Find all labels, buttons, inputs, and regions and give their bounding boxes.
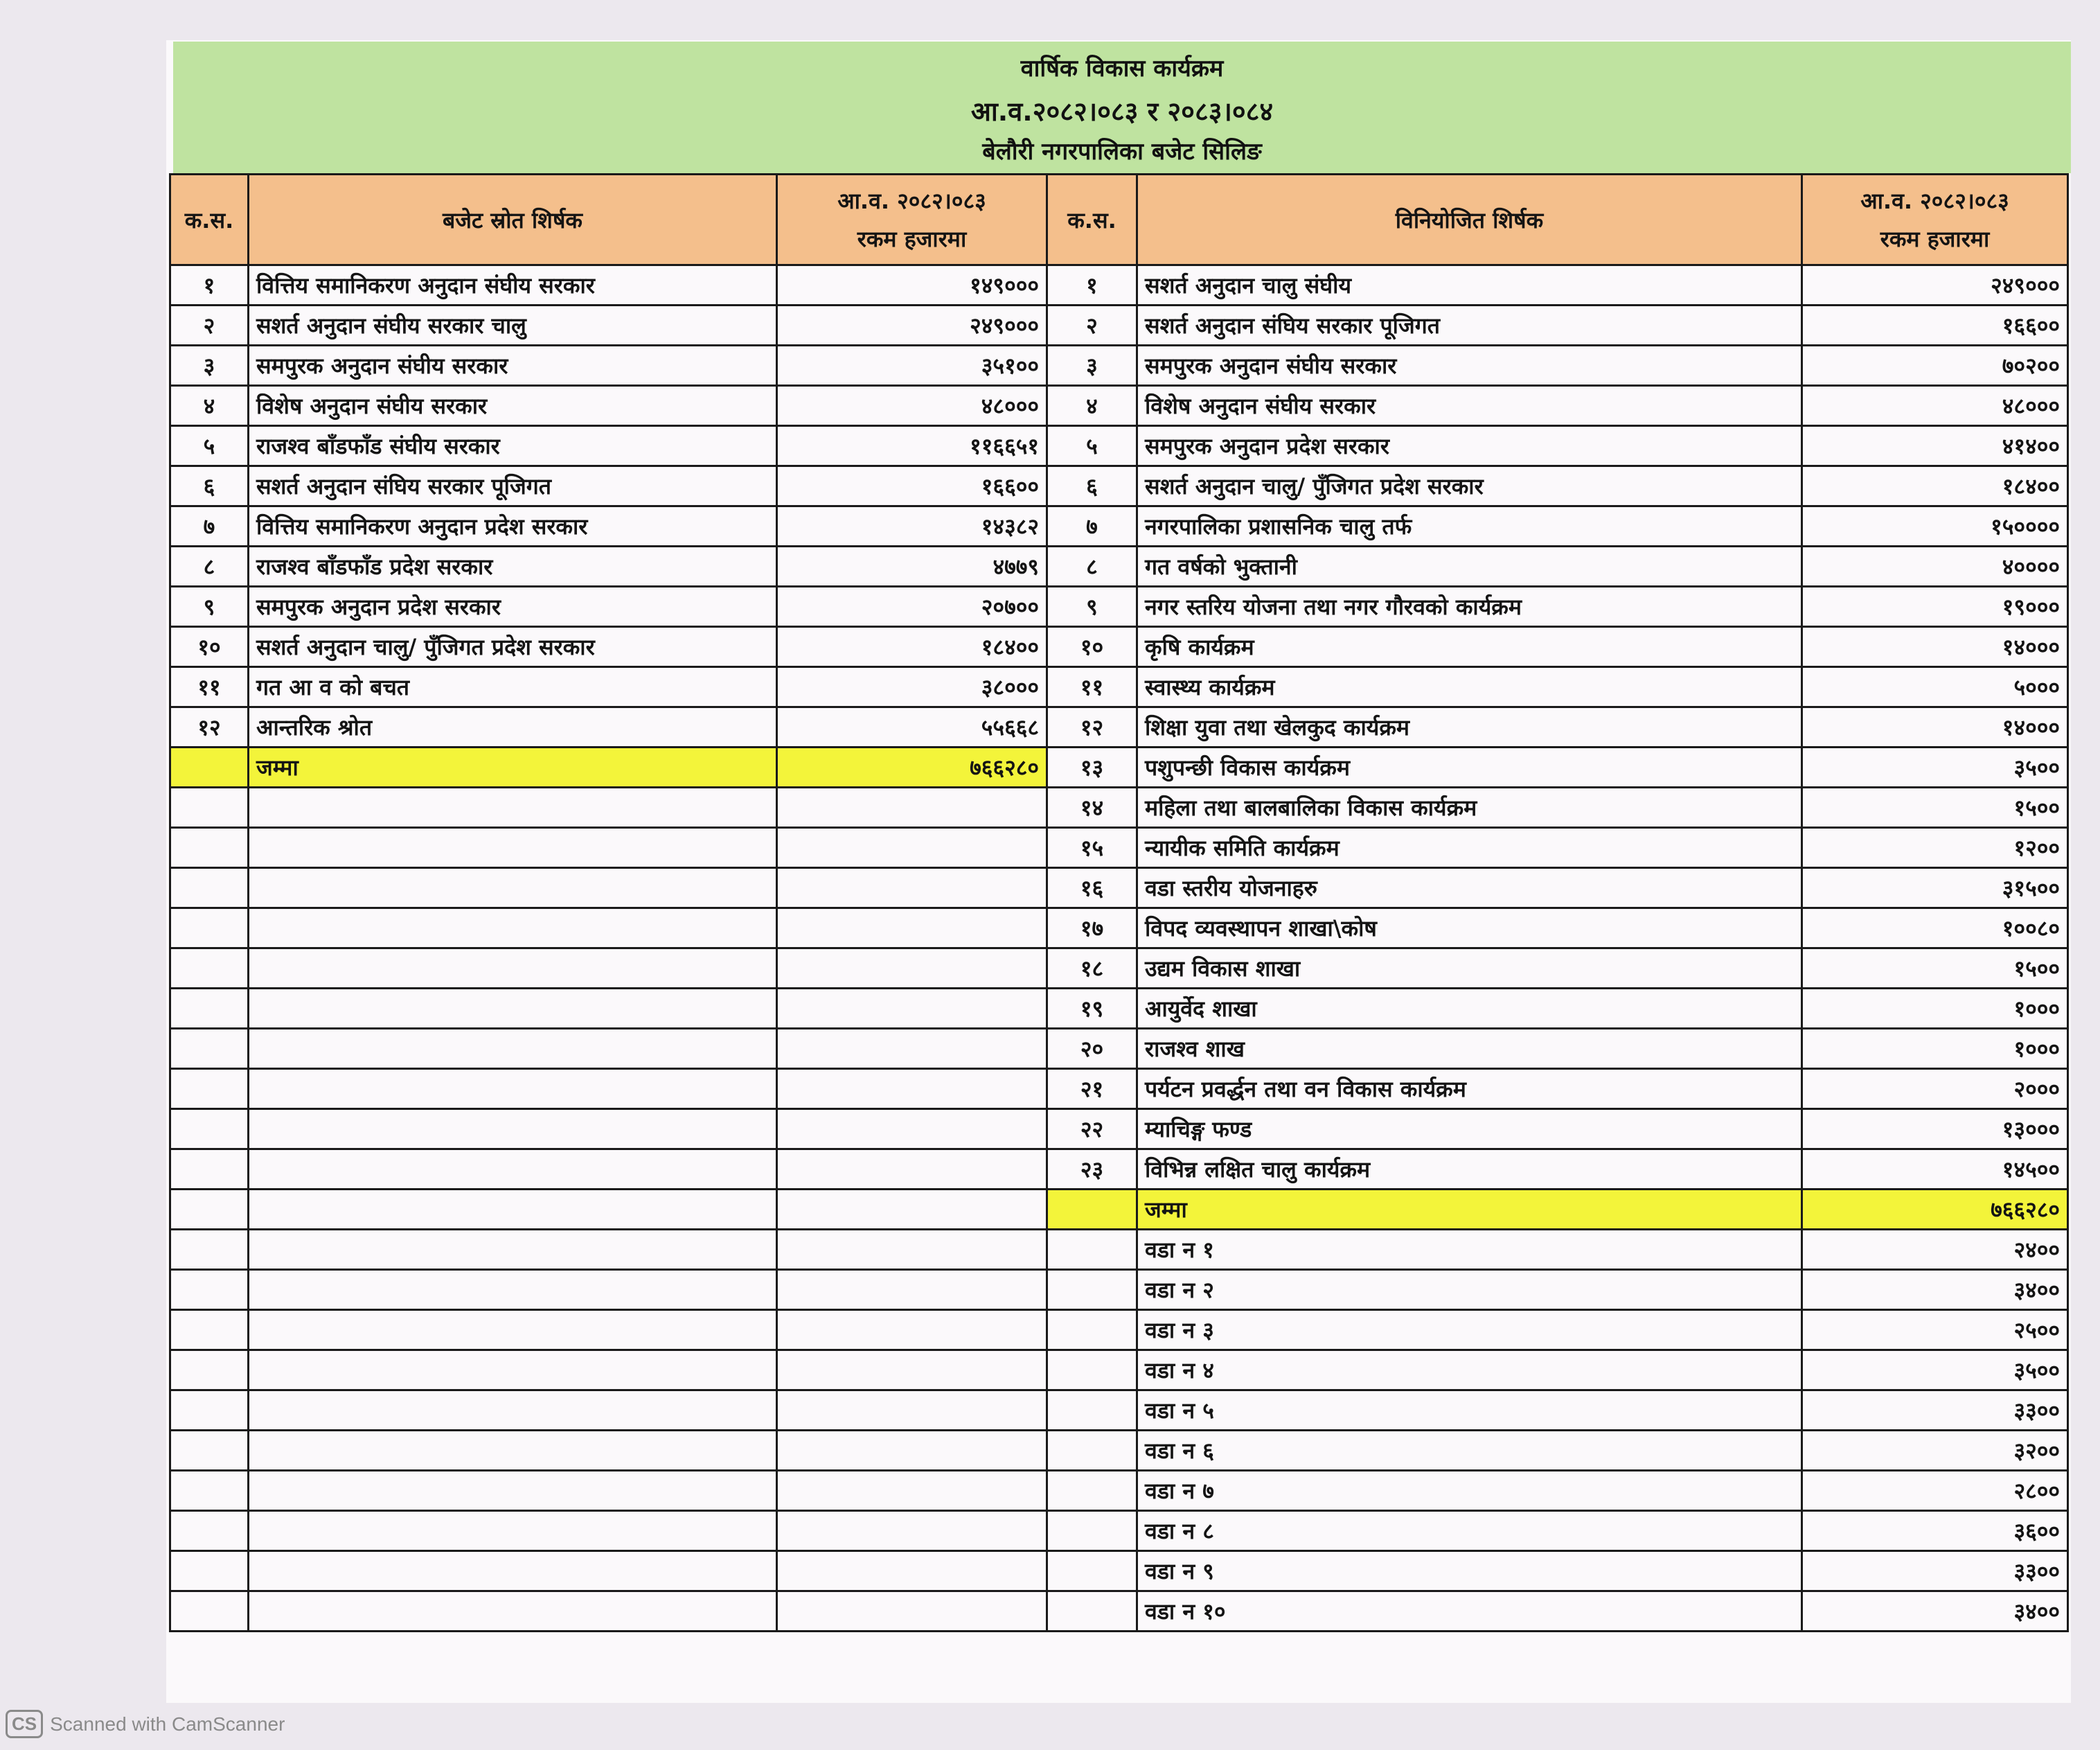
ward-sn xyxy=(1047,1511,1137,1551)
allocation-sn: १४ xyxy=(1047,788,1137,828)
source-sn: १० xyxy=(170,627,249,667)
empty-cell xyxy=(170,1230,249,1270)
allocation-sn: १५ xyxy=(1047,828,1137,868)
source-amount: ५५६६८ xyxy=(777,707,1047,748)
empty-cell xyxy=(170,1069,249,1109)
allocation-title: समपुरक अनुदान संघीय सरकार xyxy=(1137,346,1802,386)
budget-table xyxy=(169,173,2069,1632)
allocation-title: सशर्त अनुदान चालु/ पुँजिगत प्रदेश सरकार xyxy=(1137,466,1802,506)
table-row xyxy=(170,989,2068,1029)
allocation-amount: १२०० xyxy=(1802,828,2068,868)
table-row xyxy=(170,868,2068,908)
source-amount: २०७०० xyxy=(777,587,1047,627)
empty-cell xyxy=(777,828,1047,868)
allocation-amount: १५०० xyxy=(1802,948,2068,989)
allocation-amount: १९००० xyxy=(1802,587,2068,627)
table-row xyxy=(170,1029,2068,1069)
table-row xyxy=(170,1190,2068,1230)
allocation-amount: ५००० xyxy=(1802,667,2068,707)
empty-cell xyxy=(170,788,249,828)
table-row xyxy=(170,828,2068,868)
document-header xyxy=(173,42,2071,173)
empty-cell xyxy=(249,1069,777,1109)
scanner-watermark xyxy=(6,1710,285,1738)
allocation-amount: १४००० xyxy=(1802,627,2068,667)
table-row xyxy=(170,1591,2068,1632)
allocation-amount: ७०२०० xyxy=(1802,346,2068,386)
empty-cell xyxy=(170,1390,249,1431)
empty-cell xyxy=(249,1029,777,1069)
allocation-title: उद्यम विकास शाखा xyxy=(1137,948,1802,989)
table-row xyxy=(170,306,2068,346)
ward-title: वडा न २ xyxy=(1137,1270,1802,1310)
table-row xyxy=(170,1069,2068,1109)
table-row xyxy=(170,1149,2068,1190)
source-title: राजश्व बाँडफाँड प्रदेश सरकार xyxy=(249,547,777,587)
table-row xyxy=(170,908,2068,948)
source-sn: ३ xyxy=(170,346,249,386)
source-sn: १ xyxy=(170,265,249,306)
empty-cell xyxy=(777,1230,1047,1270)
empty-cell xyxy=(249,1551,777,1591)
empty-cell xyxy=(170,1511,249,1551)
allocation-title: समपुरक अनुदान प्रदेश सरकार xyxy=(1137,426,1802,466)
allocation-title: न्यायीक समिति कार्यक्रम xyxy=(1137,828,1802,868)
allocation-sn: १७ xyxy=(1047,908,1137,948)
source-amount: १४३८२ xyxy=(777,506,1047,547)
allocation-sn: २२ xyxy=(1047,1109,1137,1149)
table-row xyxy=(170,386,2068,426)
empty-cell xyxy=(777,1310,1047,1350)
allocation-title: पर्यटन प्रवर्द्धन तथा वन विकास कार्यक्रम xyxy=(1137,1069,1802,1109)
empty-cell xyxy=(249,1350,777,1390)
empty-cell xyxy=(777,1270,1047,1310)
allocation-amount: १००० xyxy=(1802,989,2068,1029)
col-amount-right xyxy=(1802,175,2068,265)
ward-amount: ३२०० xyxy=(1802,1431,2068,1471)
allocation-title: आयुर्वेद शाखा xyxy=(1137,989,1802,1029)
allocation-title: महिला तथा बालबालिका विकास कार्यक्रम xyxy=(1137,788,1802,828)
allocation-amount: १८४०० xyxy=(1802,466,2068,506)
allocations-total-sn xyxy=(1047,1190,1137,1230)
source-amount: १८४०० xyxy=(777,627,1047,667)
allocation-amount: १४५०० xyxy=(1802,1149,2068,1190)
col-allocation-title: विनियोजित शिर्षक xyxy=(1137,175,1802,265)
empty-cell xyxy=(170,1310,249,1350)
allocation-amount: १५०००० xyxy=(1802,506,2068,547)
allocation-sn: ७ xyxy=(1047,506,1137,547)
ward-sn xyxy=(1047,1350,1137,1390)
empty-cell xyxy=(777,788,1047,828)
sources-total-amount: ७६६२८० xyxy=(777,748,1047,788)
table-row xyxy=(170,1431,2068,1471)
empty-cell xyxy=(249,1149,777,1190)
table-row xyxy=(170,627,2068,667)
source-sn: ८ xyxy=(170,547,249,587)
table-row xyxy=(170,1551,2068,1591)
source-title: राजश्व बाँडफाँड संघीय सरकार xyxy=(249,426,777,466)
allocation-sn: १ xyxy=(1047,265,1137,306)
ward-sn xyxy=(1047,1471,1137,1511)
source-amount: २४९००० xyxy=(777,306,1047,346)
allocation-title: राजश्व शाख xyxy=(1137,1029,1802,1069)
ward-amount: ३३०० xyxy=(1802,1551,2068,1591)
allocation-title: सशर्त अनुदान संघिय सरकार पूजिगत xyxy=(1137,306,1802,346)
table-row xyxy=(170,547,2068,587)
allocation-sn: ४ xyxy=(1047,386,1137,426)
allocation-sn: २१ xyxy=(1047,1069,1137,1109)
empty-cell xyxy=(249,989,777,1029)
header-row xyxy=(170,175,2068,265)
ward-amount: ३३०० xyxy=(1802,1390,2068,1431)
empty-cell xyxy=(170,1471,249,1511)
allocation-amount: १५०० xyxy=(1802,788,2068,828)
allocations-total-amount: ७६६२८० xyxy=(1802,1190,2068,1230)
empty-cell xyxy=(249,1230,777,1270)
empty-cell xyxy=(777,1069,1047,1109)
table-row xyxy=(170,1310,2068,1350)
table-row xyxy=(170,1390,2068,1431)
source-title: सशर्त अनुदान संघिय सरकार पूजिगत xyxy=(249,466,777,506)
allocation-title: विभिन्न लक्षित चालु कार्यक्रम xyxy=(1137,1149,1802,1190)
ward-sn xyxy=(1047,1551,1137,1591)
allocation-sn: १० xyxy=(1047,627,1137,667)
allocation-amount: १००० xyxy=(1802,1029,2068,1069)
empty-cell xyxy=(249,1190,777,1230)
allocation-sn: ८ xyxy=(1047,547,1137,587)
empty-cell xyxy=(777,1471,1047,1511)
ward-amount: ३६०० xyxy=(1802,1511,2068,1551)
col-sn-left: क.स. xyxy=(170,175,249,265)
allocation-amount: ३५०० xyxy=(1802,748,2068,788)
source-title: समपुरक अनुदान प्रदेश सरकार xyxy=(249,587,777,627)
allocation-title: नगर स्तरिय योजना तथा नगर गौरवको कार्यक्रम xyxy=(1137,587,1802,627)
allocation-title: विशेष अनुदान संघीय सरकार xyxy=(1137,386,1802,426)
ward-title: वडा न ७ xyxy=(1137,1471,1802,1511)
allocation-sn: ६ xyxy=(1047,466,1137,506)
empty-cell xyxy=(777,1390,1047,1431)
allocation-amount: २४९००० xyxy=(1802,265,2068,306)
allocation-sn: २ xyxy=(1047,306,1137,346)
ward-title: वडा न ५ xyxy=(1137,1390,1802,1431)
source-title: वित्तिय समानिकरण अनुदान प्रदेश सरकार xyxy=(249,506,777,547)
source-sn: १२ xyxy=(170,707,249,748)
ward-title: वडा न ६ xyxy=(1137,1431,1802,1471)
sources-total-sn xyxy=(170,748,249,788)
source-title: आन्तरिक श्रोत xyxy=(249,707,777,748)
table-row xyxy=(170,1350,2068,1390)
ward-sn xyxy=(1047,1230,1137,1270)
table-row xyxy=(170,1230,2068,1270)
table-row xyxy=(170,265,2068,306)
empty-cell xyxy=(777,989,1047,1029)
document-title: वार्षिक विकास कार्यक्रम xyxy=(1020,55,1224,82)
allocation-amount: १६६०० xyxy=(1802,306,2068,346)
empty-cell xyxy=(777,868,1047,908)
ward-sn xyxy=(1047,1270,1137,1310)
empty-cell xyxy=(170,1591,249,1632)
ward-title: वडा न ३ xyxy=(1137,1310,1802,1350)
allocation-sn: १२ xyxy=(1047,707,1137,748)
empty-cell xyxy=(777,1029,1047,1069)
ward-title: वडा न ८ xyxy=(1137,1511,1802,1551)
ward-sn xyxy=(1047,1591,1137,1632)
allocation-sn: १८ xyxy=(1047,948,1137,989)
col-amount-left xyxy=(777,175,1047,265)
source-title: विशेष अनुदान संघीय सरकार xyxy=(249,386,777,426)
allocation-title: नगरपालिका प्रशासनिक चालु तर्फ xyxy=(1137,506,1802,547)
ward-amount: २४०० xyxy=(1802,1230,2068,1270)
source-sn: ४ xyxy=(170,386,249,426)
empty-cell xyxy=(249,1109,777,1149)
source-sn: ५ xyxy=(170,426,249,466)
empty-cell xyxy=(777,1109,1047,1149)
allocation-title: कृषि कार्यक्रम xyxy=(1137,627,1802,667)
ward-title: वडा न १ xyxy=(1137,1230,1802,1270)
source-sn: ९ xyxy=(170,587,249,627)
allocation-sn: ९ xyxy=(1047,587,1137,627)
allocation-sn: ५ xyxy=(1047,426,1137,466)
allocations-total-label: जम्मा xyxy=(1137,1190,1802,1230)
allocation-amount: २००० xyxy=(1802,1069,2068,1109)
empty-cell xyxy=(777,1591,1047,1632)
empty-cell xyxy=(249,1591,777,1632)
allocation-title: म्याचिङ्ग फण्ड xyxy=(1137,1109,1802,1149)
allocation-amount: १३००० xyxy=(1802,1109,2068,1149)
camscanner-logo-icon: CS xyxy=(6,1710,43,1738)
empty-cell xyxy=(249,1270,777,1310)
empty-cell xyxy=(170,1270,249,1310)
empty-cell xyxy=(170,908,249,948)
table-row xyxy=(170,1109,2068,1149)
empty-cell xyxy=(777,1551,1047,1591)
allocation-title: विपद व्यवस्थापन शाखा\कोष xyxy=(1137,908,1802,948)
empty-cell xyxy=(170,948,249,989)
empty-cell xyxy=(777,1431,1047,1471)
col-amount-left-unit: रकम हजारमा xyxy=(857,226,967,252)
allocation-title: गत वर्षको भुक्तानी xyxy=(1137,547,1802,587)
ward-sn xyxy=(1047,1431,1137,1471)
empty-cell xyxy=(249,788,777,828)
source-title: सशर्त अनुदान संघीय सरकार चालु xyxy=(249,306,777,346)
ward-amount: २८०० xyxy=(1802,1471,2068,1511)
table-row xyxy=(170,788,2068,828)
table-row xyxy=(170,506,2068,547)
source-sn: ११ xyxy=(170,667,249,707)
allocation-title: शिक्षा युवा तथा खेलकुद कार्यक्रम xyxy=(1137,707,1802,748)
allocation-amount: ४१४०० xyxy=(1802,426,2068,466)
empty-cell xyxy=(170,1551,249,1591)
allocation-sn: १३ xyxy=(1047,748,1137,788)
empty-cell xyxy=(777,1149,1047,1190)
empty-cell xyxy=(170,1149,249,1190)
col-amount-right-year: आ.व. २०८२।०८३ xyxy=(1860,188,2009,214)
source-amount: ४७७९ xyxy=(777,547,1047,587)
empty-cell xyxy=(249,908,777,948)
table-row xyxy=(170,346,2068,386)
allocation-amount: ४०००० xyxy=(1802,547,2068,587)
col-amount-left-year: आ.व. २०८२।०८३ xyxy=(837,188,986,214)
allocation-sn: ३ xyxy=(1047,346,1137,386)
ward-amount: ३५०० xyxy=(1802,1350,2068,1390)
source-amount: ३५१०० xyxy=(777,346,1047,386)
table-row xyxy=(170,466,2068,506)
empty-cell xyxy=(170,868,249,908)
ward-amount: २५०० xyxy=(1802,1310,2068,1350)
empty-cell xyxy=(249,868,777,908)
allocation-title: सशर्त अनुदान चालु संघीय xyxy=(1137,265,1802,306)
empty-cell xyxy=(249,1431,777,1471)
allocation-amount: १००८० xyxy=(1802,908,2068,948)
source-title: वित्तिय समानिकरण अनुदान संघीय सरकार xyxy=(249,265,777,306)
table-body xyxy=(170,265,2068,1632)
table-row xyxy=(170,667,2068,707)
table-row xyxy=(170,748,2068,788)
empty-cell xyxy=(249,1471,777,1511)
table-row xyxy=(170,1471,2068,1511)
empty-cell xyxy=(249,948,777,989)
sources-total-label: जम्मा xyxy=(249,748,777,788)
empty-cell xyxy=(170,1190,249,1230)
allocation-sn: १९ xyxy=(1047,989,1137,1029)
source-amount: १४९००० xyxy=(777,265,1047,306)
empty-cell xyxy=(777,1511,1047,1551)
scanner-text: Scanned with CamScanner xyxy=(50,1713,285,1735)
ward-title: वडा न ४ xyxy=(1137,1350,1802,1390)
source-title: समपुरक अनुदान संघीय सरकार xyxy=(249,346,777,386)
empty-cell xyxy=(170,1431,249,1471)
source-sn: २ xyxy=(170,306,249,346)
ward-sn xyxy=(1047,1390,1137,1431)
allocation-title: वडा स्तरीय योजनाहरु xyxy=(1137,868,1802,908)
ward-title: वडा न ९ xyxy=(1137,1551,1802,1591)
fiscal-years: आ.व.२०८२।०८३ र २०८३।०८४ xyxy=(970,96,1274,127)
allocation-sn: २० xyxy=(1047,1029,1137,1069)
source-sn: ६ xyxy=(170,466,249,506)
empty-cell xyxy=(777,1190,1047,1230)
source-title: गत आ व को बचत xyxy=(249,667,777,707)
empty-cell xyxy=(170,989,249,1029)
empty-cell xyxy=(170,828,249,868)
empty-cell xyxy=(777,1350,1047,1390)
allocation-amount: १४००० xyxy=(1802,707,2068,748)
allocation-amount: ४८००० xyxy=(1802,386,2068,426)
source-amount: ३८००० xyxy=(777,667,1047,707)
table-row xyxy=(170,587,2068,627)
table-row xyxy=(170,1270,2068,1310)
col-sn-right: क.स. xyxy=(1047,175,1137,265)
allocation-title: पशुपन्छी विकास कार्यक्रम xyxy=(1137,748,1802,788)
empty-cell xyxy=(777,948,1047,989)
empty-cell xyxy=(170,1350,249,1390)
empty-cell xyxy=(170,1029,249,1069)
ward-amount: ३४०० xyxy=(1802,1591,2068,1632)
source-sn: ७ xyxy=(170,506,249,547)
source-title: सशर्त अनुदान चालु/ पुँजिगत प्रदेश सरकार xyxy=(249,627,777,667)
allocation-sn: २३ xyxy=(1047,1149,1137,1190)
empty-cell xyxy=(249,1310,777,1350)
table-row xyxy=(170,948,2068,989)
allocation-title: स्वास्थ्य कार्यक्रम xyxy=(1137,667,1802,707)
source-amount: ११६६५१ xyxy=(777,426,1047,466)
empty-cell xyxy=(170,1109,249,1149)
allocation-sn: १६ xyxy=(1047,868,1137,908)
table-row xyxy=(170,426,2068,466)
col-amount-right-unit: रकम हजारमा xyxy=(1880,226,1990,252)
table-row xyxy=(170,707,2068,748)
ward-sn xyxy=(1047,1310,1137,1350)
allocation-amount: ३१५०० xyxy=(1802,868,2068,908)
source-amount: ४८००० xyxy=(777,386,1047,426)
ward-title: वडा न १० xyxy=(1137,1591,1802,1632)
empty-cell xyxy=(777,908,1047,948)
col-source-title: बजेट स्रोत शिर्षक xyxy=(249,175,777,265)
municipality-title: बेलौरी नगरपालिका बजेट सिलिङ xyxy=(982,138,1262,166)
empty-cell xyxy=(249,1511,777,1551)
source-amount: १६६०० xyxy=(777,466,1047,506)
table-row xyxy=(170,1511,2068,1551)
empty-cell xyxy=(249,828,777,868)
allocation-sn: ११ xyxy=(1047,667,1137,707)
ward-amount: ३४०० xyxy=(1802,1270,2068,1310)
empty-cell xyxy=(249,1390,777,1431)
